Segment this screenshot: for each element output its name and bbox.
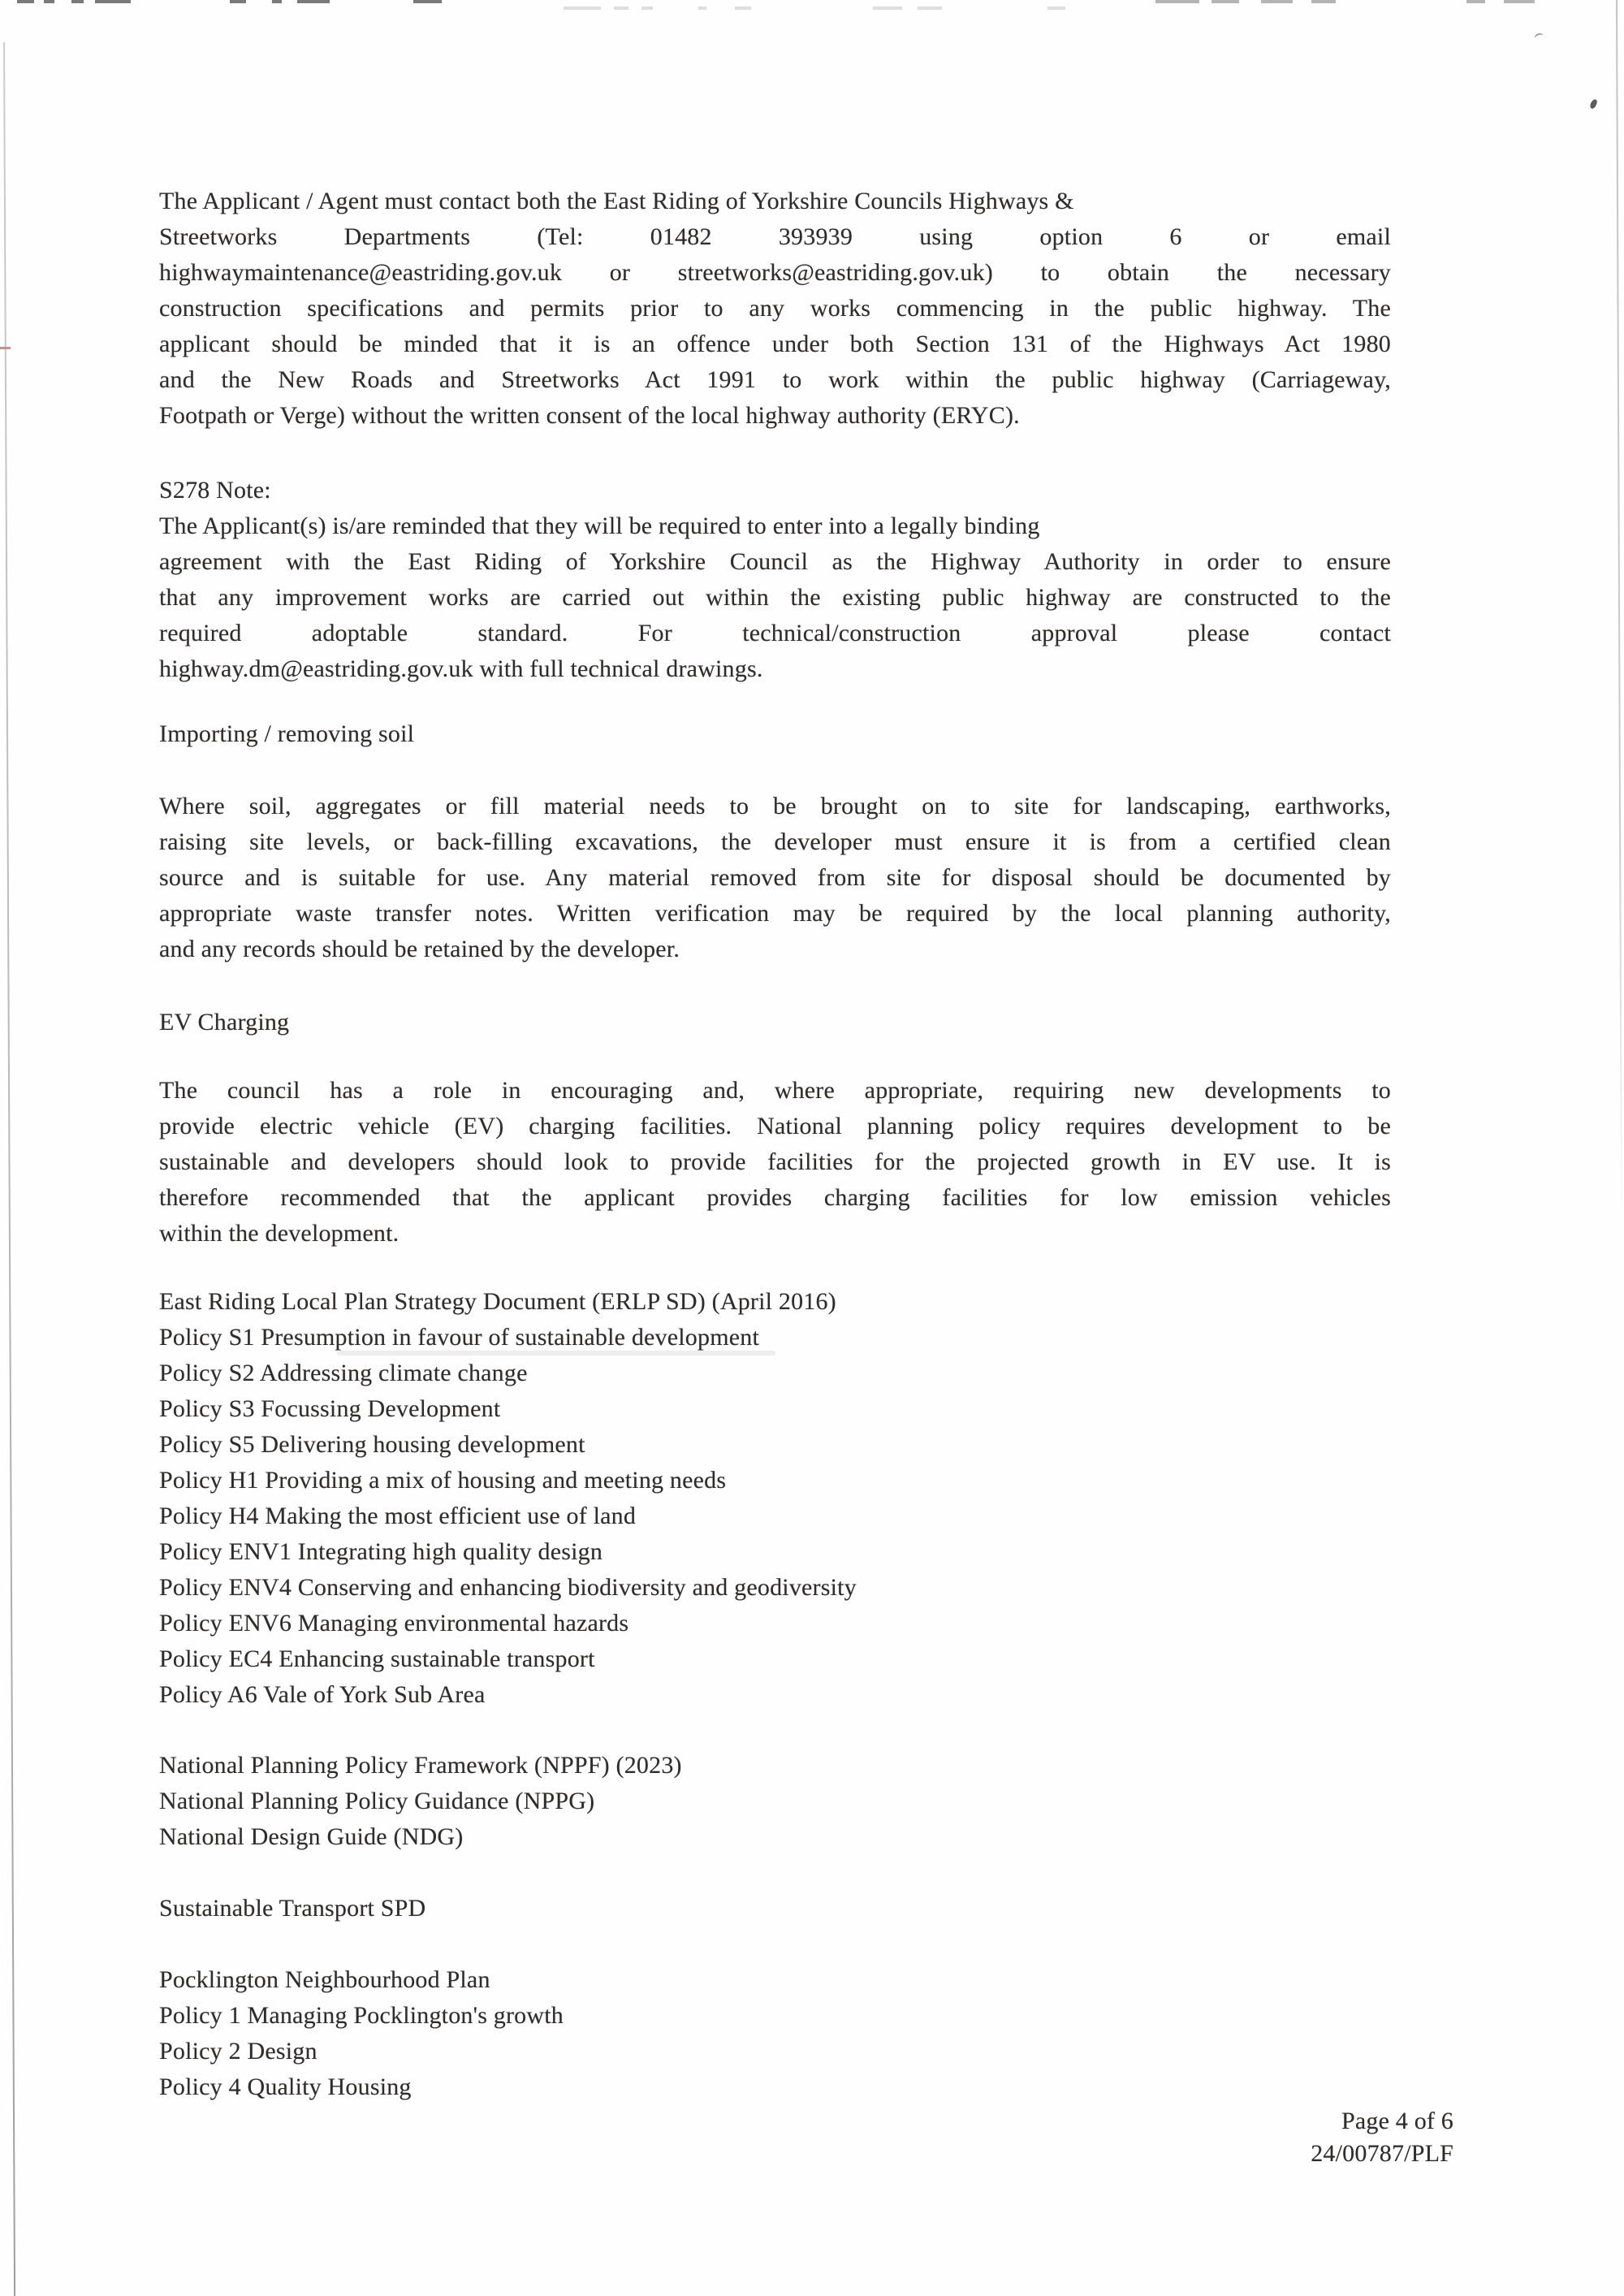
text-line: Policy ENV4 Conserving and enhancing biodiversity and geodiversity	[159, 1574, 857, 1601]
paragraph-s278-note	[159, 473, 1391, 687]
text-line: therefore recommended that the applicant provides charging facilities for low emission vehicles	[159, 1184, 1391, 1211]
text-line: Footpath or Verge) without the written consent of the local highway authority (ERYC).	[159, 402, 1020, 429]
text-line: The Applicant(s) is/are reminded that they will be required to enter into a legally binding	[159, 512, 1040, 539]
scan-left-edge-line	[3, 42, 15, 2296]
scan-right-edge-line	[1616, 0, 1622, 1218]
text-line: Policy S1 Presumption in favour of sustainable development	[159, 1324, 759, 1351]
text-line: Policy 4 Quality Housing	[159, 2073, 412, 2100]
text-column	[159, 0, 1391, 2296]
text-line: provide electric vehicle (EV) charging facilities. National planning policy requires development to be	[159, 1113, 1391, 1139]
text-line: and the New Roads and Streetworks Act 1991 to work within the public highway (Carriageway,	[159, 366, 1391, 393]
list-national-policy	[159, 1748, 1391, 1855]
paragraph-highways-contact	[159, 184, 1391, 434]
text-line: and any records should be retained by the developer.	[159, 936, 680, 962]
text-line: Policy EC4 Enhancing sustainable transport	[159, 1645, 595, 1672]
text-line: National Design Guide (NDG)	[159, 1823, 464, 1850]
text-line: Policy H1 Providing a mix of housing and meeting needs	[159, 1467, 727, 1494]
text-line: Policy 2 Design	[159, 2038, 317, 2065]
text-line: Sustainable Transport SPD	[159, 1895, 426, 1922]
text-line: Policy S2 Addressing climate change	[159, 1360, 528, 1386]
text-line: construction specifications and permits prior to any works commencing in the public highway. The	[159, 295, 1391, 322]
text-line: Policy S5 Delivering housing development	[159, 1431, 585, 1458]
page-footer	[1311, 2105, 1453, 2170]
text-line: East Riding Local Plan Strategy Document (ERLP SD) (April 2016)	[159, 1288, 836, 1315]
text-line: required adoptable standard. For technical/construction approval please contact	[159, 620, 1391, 646]
text-line: Pocklington Neighbourhood Plan	[159, 1966, 490, 1993]
scan-speck-artifact	[1589, 98, 1598, 110]
text-line: applicant should be minded that it is an offence under both Section 131 of the Highways Act 1980	[159, 331, 1391, 357]
text-line: agreement with the East Riding of Yorkshire Council as the Highway Authority in order to ensure	[159, 548, 1391, 575]
text-line: Policy ENV6 Managing environmental hazards	[159, 1610, 629, 1637]
text-line: Policy S3 Focussing Development	[159, 1395, 501, 1422]
heading-importing-removing-soil	[159, 716, 1391, 752]
application-reference: 24/00787/PLF	[1311, 2140, 1453, 2167]
heading-ev-charging	[159, 1005, 1391, 1040]
text-line: sustainable and developers should look to provide facilities for the projected growth in EV use. It is	[159, 1148, 1391, 1175]
text-line: National Planning Policy Guidance (NPPG)	[159, 1788, 595, 1814]
text-line: The council has a role in encouraging and, where appropriate, requiring new developments to	[159, 1077, 1391, 1104]
text-line: Policy A6 Vale of York Sub Area	[159, 1681, 486, 1708]
text-line: highwaymaintenance@eastriding.gov.uk or streetworks@eastriding.gov.uk) to obtain the necessary	[159, 259, 1391, 286]
text-line: National Planning Policy Framework (NPPF) (2023)	[159, 1752, 682, 1779]
text-line: Policy ENV1 Integrating high quality design	[159, 1538, 603, 1565]
text-line: within the development.	[159, 1220, 400, 1247]
paragraph-ev-charging	[159, 1073, 1391, 1252]
text-line: highway.dm@eastriding.gov.uk with full technical drawings.	[159, 655, 763, 682]
page-number-label: Page 4 of 6	[1341, 2108, 1453, 2134]
text-line: S278 Note:	[159, 477, 271, 504]
text-line: Importing / removing soil	[159, 720, 415, 747]
paragraph-soil	[159, 789, 1391, 967]
text-line: The Applicant / Agent must contact both the East Riding of Yorkshire Councils Highways &	[159, 188, 1074, 214]
text-line: Where soil, aggregates or fill material needs to be brought on to site for landscaping, earthworks,	[159, 793, 1391, 819]
text-line: EV Charging	[159, 1009, 290, 1036]
text-line: that any improvement works are carried out within the existing public highway are constructed to the	[159, 584, 1391, 611]
text-line: appropriate waste transfer notes. Written verification may be required by the local planning authority,	[159, 900, 1391, 927]
heading-sustainable-transport-spd	[159, 1891, 1391, 1926]
text-line: Policy H4 Making the most efficient use of land	[159, 1503, 637, 1529]
text-line: raising site levels, or back-filling excavations, the developer must ensure it is from a certified clean	[159, 828, 1391, 855]
list-east-riding-local-plan-policies	[159, 1284, 1391, 1713]
text-line: source and is suitable for use. Any material removed from site for disposal should be documented by	[159, 864, 1391, 891]
scan-red-mark-artifact	[0, 347, 11, 349]
list-pocklington-neighbourhood-plan	[159, 1962, 1391, 2105]
text-line: Streetworks Departments (Tel: 01482 393939 using option 6 or email	[159, 223, 1391, 250]
scan-speck-artifact	[1534, 32, 1544, 42]
text-line: Policy 1 Managing Pocklington's growth	[159, 2002, 564, 2029]
